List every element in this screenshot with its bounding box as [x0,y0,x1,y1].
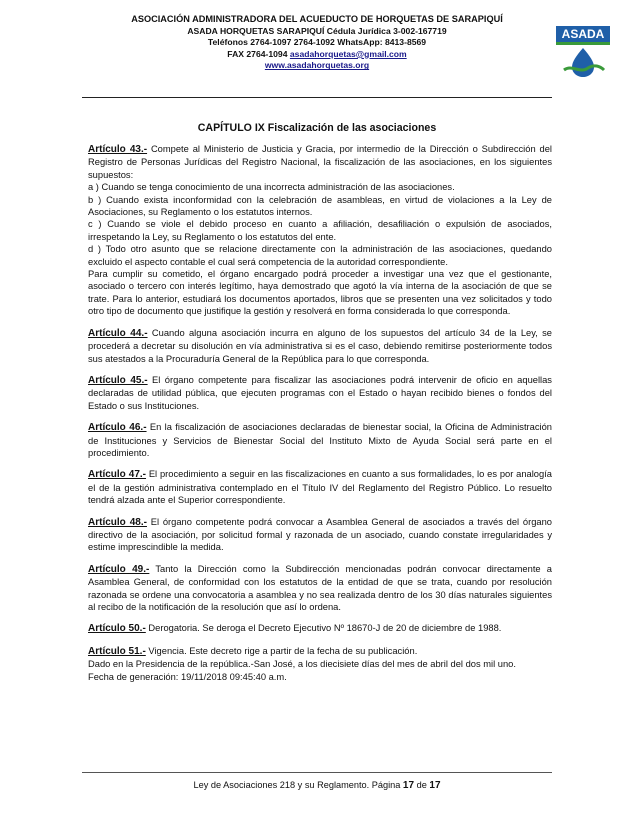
article-label: Artículo 50.- [88,623,146,635]
generation-date: Fecha de generación: 19/11/2018 09:45:40 a.m. [88,671,287,682]
article-51 [88,645,552,658]
article-43-item-a: a ) Cuando se tenga conocimiento de una incorrecta administración de las asociaciones. [88,182,455,193]
article-43-closing: Para cumplir su cometido, el órgano encargado podrá proceder a investigar una vez que el gestionante, asociado o tercero con interés legítimo, haya demostrado que agotó la vía interna de la asociación de que se trate. Para lo anterior, estudiará los documentos aportados, libros que se presenten una vez solicitados y todo otro tipo de documento que justifique la gestión y resolverá en forma considerada lo que corresponda. [88,269,552,317]
page-number: 17 [402,780,415,791]
phones: Teléfonos 2764-1097 2764-1092 WhatsApp: 8413-8569 [207,37,427,48]
article-text: Derogatoria. Se deroga el Decreto Ejecutivo Nº 18670-J de 20 de diciembre de 1988. [148,623,502,634]
article-label: Artículo 49.- [88,563,150,575]
footer-of: de [416,780,427,790]
footer-divider [82,772,552,773]
email-link[interactable]: asadahorquetas@gmail.com [289,48,407,59]
footer-text: Ley de Asociaciones 218 y su Reglamento. Página [193,780,401,790]
article-49 [88,563,552,614]
document-body [88,143,552,683]
article-text: Tanto la Dirección como la Subdirección mencionadas podrán convocar directamente a Asamblea General, de conformidad con los estatutos de la entidad de que se trata, cuando por resolución razonada se ordene una convocatoria a asamblea y no sea realizada dentro de los 30 días naturales siguientes al recibo de la notificación de la resolución que así lo ordena. [88,563,552,612]
article-48 [88,516,552,554]
article-label: Artículo 46.- [88,422,147,434]
article-45 [88,374,552,412]
fax-email-line [82,49,552,61]
article-44 [88,327,552,365]
website-link[interactable]: www.asadahorquetas.org [264,60,370,71]
article-text: Compete al Ministerio de Justicia y Gracia, por intermedio de la Dirección o Subdirección del Registro de Personas Jurídicas del Registro Nacional, la fiscalización de las asociaciones, en los siguientes supuestos: [88,144,552,180]
page-footer [82,780,552,791]
asada-line: ASADA HORQUETAS SARAPIQUÍ Cédula Jurídica 3-002-167719 [187,25,447,36]
article-label: Artículo 48.- [88,516,147,528]
article-text: El órgano competente podrá convocar a Asamblea General de asociados a través del órgano directivo de la asociación, por solicitud formal y razonada de un asociado, cuando constate irregularidades y estime imprescindible la medida. [88,516,552,553]
article-46 [88,421,552,459]
letterhead [82,14,552,72]
header-divider [82,97,552,98]
fax: FAX 2764-1094 [227,48,288,59]
article-label: Artículo 47.- [88,469,147,481]
asada-logo [554,24,612,80]
svg-text:ASADA: ASADA [561,27,605,41]
article-43-item-d: d ) Todo otro asunto que se relacione directamente con la administración de las asociaciones, quedando excluido el aspecto contable el cual será competencia de la autoridad correspondiente. [88,244,552,267]
asada-logo-icon [554,24,612,80]
chapter-title: CAPÍTULO IX Fiscalización de las asociaciones [197,122,437,134]
article-51-given: Dado en la Presidencia de la república.-San José, a los diecisiete días del mes de abril del dos mil uno. [88,659,516,670]
article-43-item-c: c ) Cuando se viole el debido proceso en cuanto a afiliación, desafiliación o expulsión de asociados, irrespetando la Ley, su Reglamento o los estatutos del ente. [88,219,552,242]
article-43-item-b: b ) Cuando exista inconformidad con la celebración de asambleas, en virtud de violaciones a la Ley de Asociaciones, su Reglamento o los estatutos internos. [88,194,552,218]
article-label: Artículo 45.- [88,374,148,386]
article-label: Artículo 44.- [88,327,148,339]
article-label: Artículo 43.- [88,144,148,155]
article-43 [88,143,552,181]
article-label: Artículo 51.- [88,645,146,657]
article-text: Cuando alguna asociación incurra en alguno de los supuestos del artículo 34 de la Ley, se procederá a decretar su disolución en vía administrativa si es el caso, debiendo remitirse posteriormente todos sus atestados a la Procuraduría General de la República para lo que corresponda. [88,327,552,364]
article-47 [88,468,552,506]
article-text: El órgano competente para fiscalizar las asociaciones podrá intervenir de oficio en aquellas declaradas de utilidad pública, que ejecuten programas con el Estado o hayan recibido bienes o fondos del Estado o sus Instituciones. [88,374,552,411]
article-text: En la fiscalización de asociaciones declaradas de bienestar social, la Oficina de Administración de Instituciones y Servicios de Bienestar Social del Instituto Mixto de Ayuda Social será parte en el procedimiento. [88,422,552,458]
article-text: Vigencia. Este decreto rige a partir de la fecha de su publicación. [148,645,418,656]
article-text: El procedimiento a seguir en las fiscalizaciones en cuanto a sus formalidades, lo es por analogía el de la gestión administrativa contemplado en el Título IV del Reglamento del Registro Público. Lo resuelto tendrá alzada ante el Superior correspondiente. [88,469,552,506]
org-name: ASOCIACIÓN ADMINISTRADORA DEL ACUEDUCTO DE HORQUETAS DE SARAPIQUÍ [131,14,503,24]
page-total: 17 [429,780,441,791]
article-50 [88,622,552,635]
